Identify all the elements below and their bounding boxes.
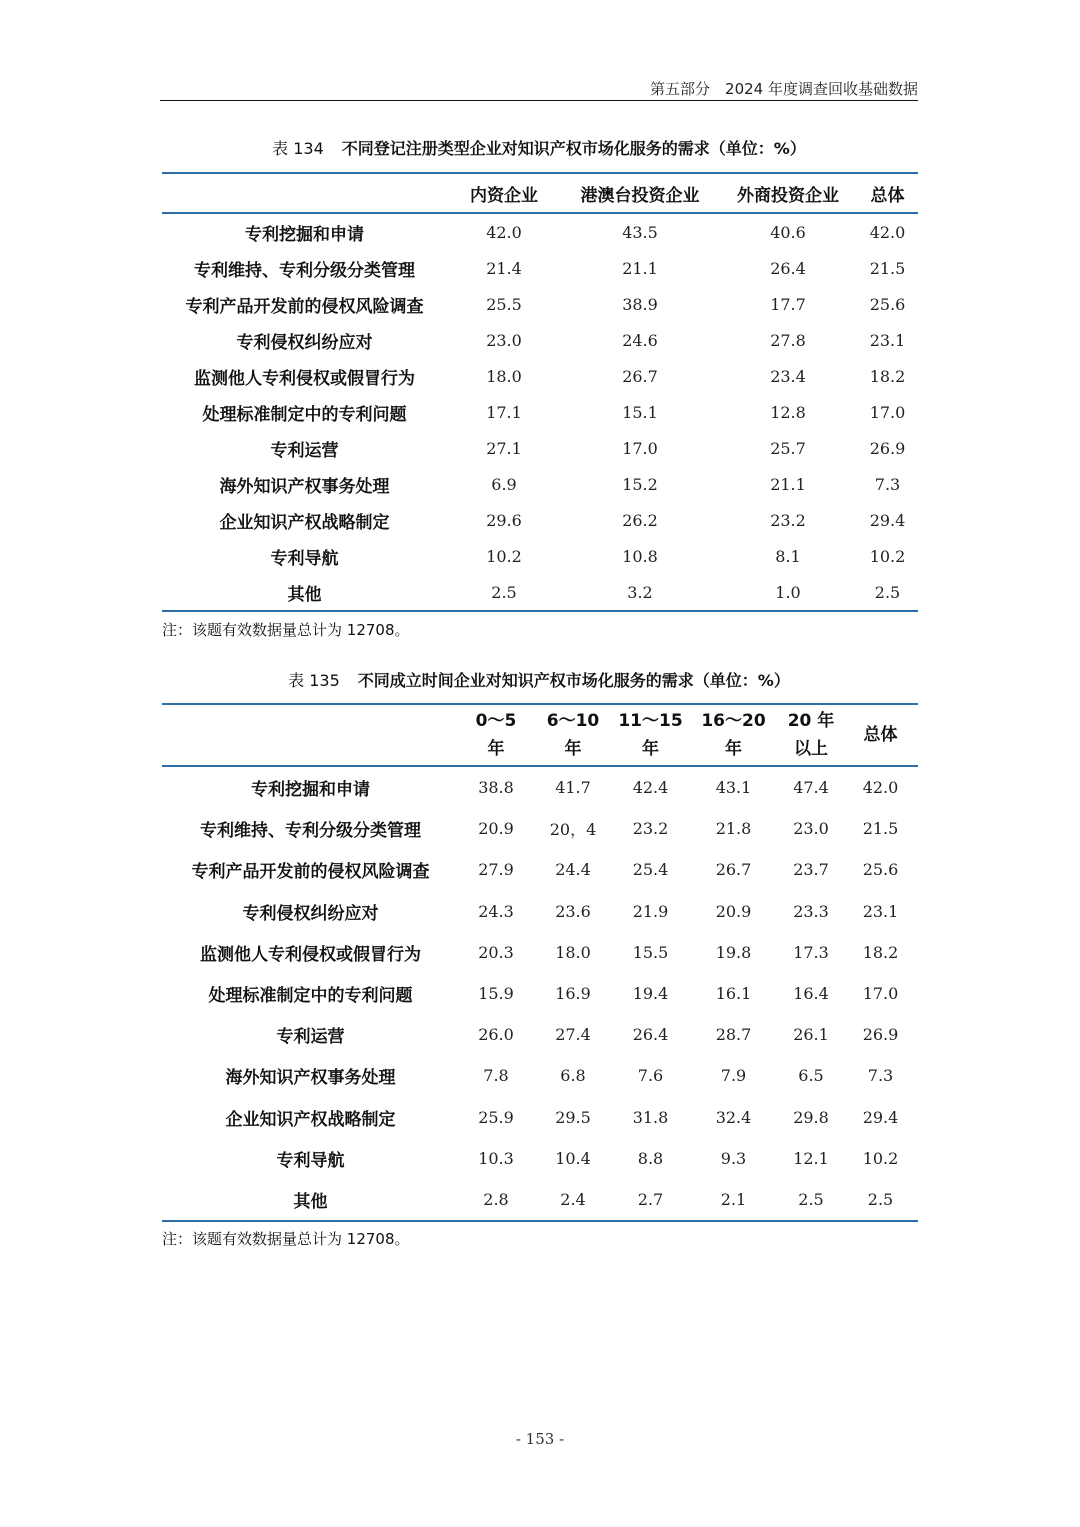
table-row (162, 1097, 918, 1138)
cell-value: 26.4 (632, 1025, 669, 1045)
cell-value: 17.3 (793, 942, 829, 962)
row-label: 企业知识产权战略制定 (219, 512, 390, 533)
cell-value: 10.2 (862, 1148, 899, 1168)
cell-value: 26.2 (622, 510, 658, 530)
cell-value: 26.4 (770, 258, 806, 278)
row-label: 其他 (162, 1179, 459, 1221)
cell-value: 1.0 (719, 574, 857, 611)
cell-value: 27.9 (478, 860, 514, 880)
cell-value: 2.7 (613, 1179, 688, 1221)
cell-value: 12.8 (770, 402, 806, 422)
table-row (162, 808, 918, 849)
cell-value: 21.8 (715, 819, 752, 839)
table-row (162, 394, 918, 430)
cell-value: 6.8 (560, 1066, 586, 1086)
cell-value: 2.5 (447, 574, 561, 611)
cell-value: 26.7 (622, 366, 658, 386)
column-header: 6～10 年 (533, 704, 613, 766)
cell-value: 24.6 (622, 330, 658, 350)
cell-value: 16.1 (715, 984, 752, 1004)
table-row (162, 891, 918, 932)
row-label: 监测他人专利侵权或假冒行为 (194, 368, 415, 389)
column-header: 总体 (843, 704, 918, 766)
cell-value: 25.9 (478, 1107, 514, 1127)
row-label: 海外知识产权事务处理 (219, 476, 390, 497)
cell-value: 7.8 (483, 1066, 509, 1086)
cell-value: 20，4 (549, 820, 597, 840)
table-row (162, 358, 918, 394)
cell-value: 29.8 (793, 1107, 829, 1127)
cell-value: 43.5 (622, 222, 658, 242)
table-row (162, 1138, 918, 1179)
cell-value: 23.3 (793, 901, 829, 921)
cell-value: 26.9 (869, 438, 906, 458)
cell-value: 26.9 (862, 1025, 899, 1045)
table-135-header-row (162, 704, 918, 766)
column-header (162, 173, 447, 213)
column-header: 港澳台投资企业 (561, 173, 719, 213)
cell-value: 20.9 (478, 819, 514, 839)
table-row (162, 766, 918, 808)
cell-value: 23.4 (770, 366, 806, 386)
cell-value: 8.1 (775, 546, 801, 566)
table-135-number: 表 135 (288, 671, 340, 690)
row-label: 专利导航 (276, 1150, 345, 1171)
cell-value: 19.8 (715, 942, 752, 962)
table-135-title: 不同成立时间企业对知识产权市场化服务的需求（单位：%） (357, 671, 790, 690)
row-label: 专利维持、专利分级分类管理 (194, 260, 415, 281)
table-row (162, 286, 918, 322)
table-135 (162, 703, 918, 1222)
row-label: 其他 (162, 574, 447, 611)
column-header: 外商投资企业 (719, 173, 857, 213)
column-header: 20 年 以上 (779, 704, 843, 766)
cell-value: 42.4 (632, 778, 669, 798)
cell-value: 21.4 (486, 258, 522, 278)
row-label: 监测他人专利侵权或假冒行为 (200, 944, 421, 965)
cell-value: 40.6 (770, 222, 806, 242)
cell-value: 26.7 (715, 860, 752, 880)
cell-value: 43.1 (715, 778, 752, 798)
page-number: - 153 - (515, 1430, 565, 1448)
row-label: 专利挖掘和申请 (245, 224, 364, 245)
cell-value: 18.2 (869, 366, 906, 386)
cell-value: 15.9 (478, 984, 514, 1004)
cell-value: 29.6 (486, 510, 522, 530)
table-row (162, 932, 918, 973)
cell-value: 17.0 (622, 438, 658, 458)
cell-value: 2.5 (779, 1179, 843, 1221)
cell-value: 42.0 (869, 222, 906, 242)
cell-value: 29.4 (869, 510, 906, 530)
table-row (162, 322, 918, 358)
cell-value: 23.0 (486, 330, 522, 350)
cell-value: 42.0 (486, 222, 522, 242)
row-label: 专利挖掘和申请 (251, 780, 370, 801)
row-label: 专利运营 (276, 1027, 345, 1048)
cell-value: 16.4 (793, 984, 829, 1004)
column-header: 0～5 年 (459, 704, 533, 766)
table-row (162, 1014, 918, 1055)
cell-value: 27.8 (770, 330, 806, 350)
cell-value: 12.1 (793, 1148, 829, 1168)
table-row (162, 538, 918, 574)
column-header (162, 704, 459, 766)
cell-value: 15.5 (632, 942, 669, 962)
cell-value: 8.8 (637, 1148, 664, 1168)
row-label: 专利维持、专利分级分类管理 (200, 821, 421, 842)
cell-value: 10.4 (555, 1148, 591, 1168)
cell-value: 27.1 (486, 438, 522, 458)
row-label: 专利侵权纠纷应对 (242, 903, 379, 924)
row-label: 专利产品开发前的侵权风险调查 (191, 862, 430, 883)
table-row (162, 466, 918, 502)
table-row (162, 849, 918, 890)
cell-value: 23.7 (793, 860, 829, 880)
table-row (162, 430, 918, 466)
cell-value: 10.2 (869, 546, 906, 566)
cell-value: 26.0 (478, 1025, 514, 1045)
cell-value: 17.0 (869, 402, 906, 422)
table-row (162, 973, 918, 1014)
cell-value: 26.1 (793, 1025, 829, 1045)
cell-value: 2.5 (843, 1179, 918, 1221)
table-134-note: 注：该题有效数据量总计为 12708。 (162, 621, 410, 639)
cell-value: 10.8 (622, 546, 658, 566)
cell-value: 2.5 (857, 574, 918, 611)
table-row (162, 250, 918, 286)
row-label: 海外知识产权事务处理 (225, 1068, 396, 1089)
cell-value: 21.5 (869, 258, 906, 278)
cell-value: 29.4 (862, 1107, 899, 1127)
header-text: 第五部分 2024 年度调查回收基础数据 (650, 80, 918, 98)
table-row (162, 1179, 918, 1221)
cell-value: 18.0 (555, 942, 591, 962)
running-header (160, 78, 918, 101)
table-row (162, 1055, 918, 1096)
cell-value: 17.0 (862, 984, 899, 1004)
cell-value: 47.4 (793, 778, 829, 798)
cell-value: 20.3 (478, 942, 514, 962)
column-header: 16～20 年 (688, 704, 779, 766)
cell-value: 2.4 (533, 1179, 613, 1221)
cell-value: 3.2 (561, 574, 719, 611)
table-135-caption (160, 668, 918, 691)
cell-value: 23.2 (632, 819, 669, 839)
table-row (162, 574, 918, 611)
cell-value: 38.9 (622, 294, 658, 314)
table-row (162, 502, 918, 538)
table-135-note: 注：该题有效数据量总计为 12708。 (162, 1230, 410, 1248)
cell-value: 15.1 (622, 402, 658, 422)
cell-value: 15.2 (622, 474, 658, 494)
cell-value: 10.3 (478, 1148, 514, 1168)
cell-value: 10.2 (486, 546, 522, 566)
cell-value: 38.8 (478, 778, 514, 798)
cell-value: 2.1 (688, 1179, 779, 1221)
cell-value: 23.6 (555, 901, 591, 921)
row-label: 处理标准制定中的专利问题 (202, 404, 407, 425)
cell-value: 25.5 (486, 294, 522, 314)
row-label: 企业知识产权战略制定 (225, 1109, 396, 1130)
cell-value: 6.9 (491, 474, 517, 494)
column-header: 内资企业 (447, 173, 561, 213)
cell-value: 21.1 (770, 474, 806, 494)
cell-value: 23.1 (862, 901, 899, 921)
cell-value: 16.9 (555, 984, 591, 1004)
table-134-number: 表 134 (272, 139, 324, 158)
cell-value: 25.6 (869, 294, 906, 314)
table-134-title: 不同登记注册类型企业对知识产权市场化服务的需求（单位：%） (341, 139, 806, 158)
cell-value: 28.7 (715, 1025, 752, 1045)
cell-value: 32.4 (715, 1107, 752, 1127)
table-134 (162, 172, 918, 612)
row-label: 专利产品开发前的侵权风险调查 (185, 296, 424, 317)
cell-value: 21.9 (632, 901, 669, 921)
cell-value: 29.5 (555, 1107, 591, 1127)
cell-value: 27.4 (555, 1025, 591, 1045)
cell-value: 17.1 (486, 402, 522, 422)
cell-value: 21.5 (862, 819, 899, 839)
cell-value: 17.7 (770, 294, 806, 314)
cell-value: 23.1 (869, 330, 906, 350)
cell-value: 7.6 (637, 1066, 664, 1086)
cell-value: 2.8 (459, 1179, 533, 1221)
column-header: 11～15 年 (613, 704, 688, 766)
cell-value: 18.0 (486, 366, 522, 386)
cell-value: 7.3 (867, 1066, 894, 1086)
cell-value: 23.0 (793, 819, 829, 839)
cell-value: 41.7 (555, 778, 591, 798)
row-label: 专利侵权纠纷应对 (236, 332, 373, 353)
cell-value: 23.2 (770, 510, 806, 530)
table-row (162, 213, 918, 250)
column-header: 总体 (857, 173, 918, 213)
cell-value: 7.9 (720, 1066, 747, 1086)
row-label: 专利导航 (270, 548, 339, 569)
cell-value: 25.4 (632, 860, 669, 880)
cell-value: 25.6 (862, 860, 899, 880)
cell-value: 19.4 (632, 984, 669, 1004)
row-label: 处理标准制定中的专利问题 (208, 986, 413, 1007)
cell-value: 7.3 (874, 474, 901, 494)
table-134-header-row (162, 173, 918, 213)
cell-value: 6.5 (798, 1066, 824, 1086)
table-134-caption (160, 136, 918, 159)
cell-value: 24.3 (478, 901, 514, 921)
row-label: 专利运营 (270, 440, 339, 461)
cell-value: 20.9 (715, 901, 752, 921)
cell-value: 25.7 (770, 438, 806, 458)
cell-value: 42.0 (862, 778, 899, 798)
cell-value: 9.3 (720, 1148, 747, 1168)
cell-value: 18.2 (862, 942, 899, 962)
cell-value: 31.8 (632, 1107, 669, 1127)
cell-value: 21.1 (622, 258, 658, 278)
cell-value: 24.4 (555, 860, 591, 880)
